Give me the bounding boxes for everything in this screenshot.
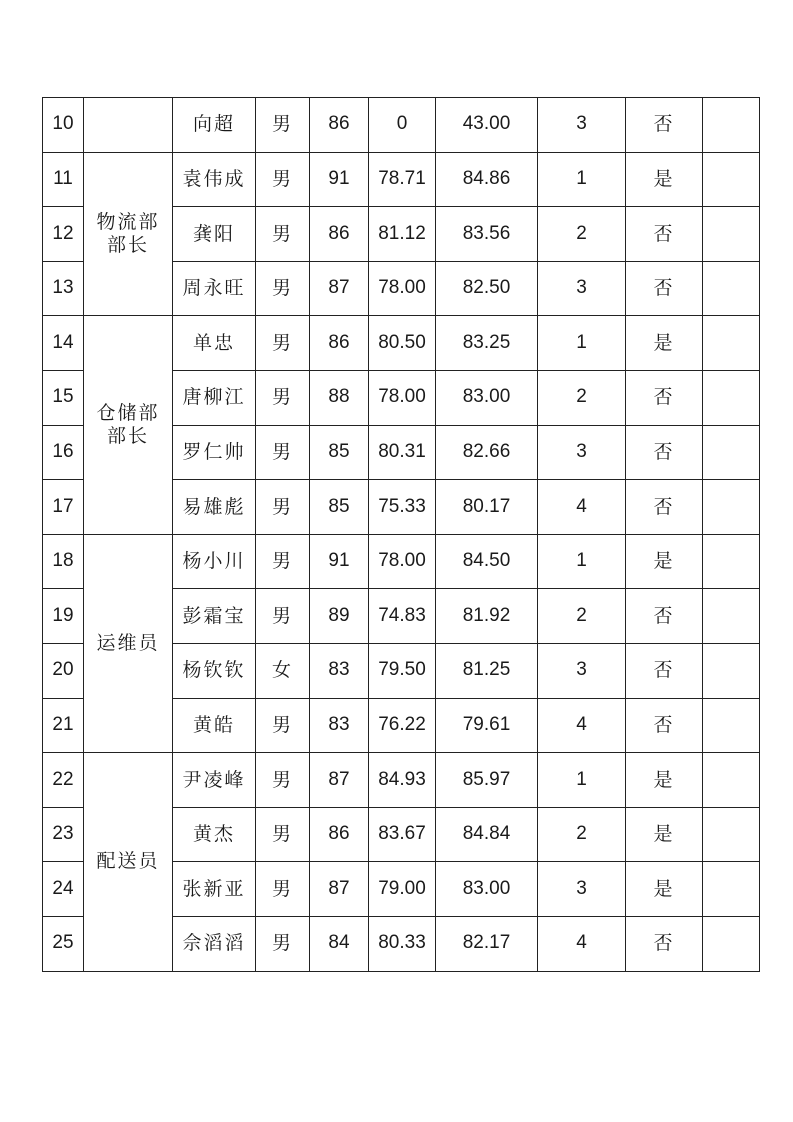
gender-cell: 男 [256, 261, 310, 316]
score-interview: 80.31 [369, 425, 436, 480]
score-total: 83.56 [436, 207, 538, 262]
gender-cell: 男 [256, 316, 310, 371]
selected-cell: 是 [626, 316, 703, 371]
rank-cell: 3 [538, 98, 626, 153]
score-written: 87 [310, 261, 369, 316]
score-written: 86 [310, 207, 369, 262]
note-cell [703, 643, 760, 698]
row-number: 24 [43, 862, 84, 917]
note-cell [703, 807, 760, 862]
row-number: 18 [43, 534, 84, 589]
score-total: 82.66 [436, 425, 538, 480]
selected-cell: 否 [626, 370, 703, 425]
candidate-name: 杨小川 [173, 534, 256, 589]
score-interview: 84.93 [369, 753, 436, 808]
score-interview: 79.00 [369, 862, 436, 917]
selected-cell: 否 [626, 916, 703, 971]
position-label-line: 部长 [106, 233, 149, 256]
score-interview: 76.22 [369, 698, 436, 753]
table-row [43, 534, 760, 589]
note-cell [703, 316, 760, 371]
score-written: 87 [310, 753, 369, 808]
score-total: 83.00 [436, 370, 538, 425]
row-number: 25 [43, 916, 84, 971]
gender-cell: 男 [256, 534, 310, 589]
selected-cell: 是 [626, 152, 703, 207]
gender-cell: 男 [256, 425, 310, 480]
score-total: 79.61 [436, 698, 538, 753]
note-cell [703, 261, 760, 316]
position-cell [84, 98, 173, 153]
note-cell [703, 480, 760, 535]
candidate-name: 单忠 [173, 316, 256, 371]
selected-cell: 否 [626, 589, 703, 644]
note-cell [703, 534, 760, 589]
rank-cell: 3 [538, 425, 626, 480]
candidate-name: 袁伟成 [173, 152, 256, 207]
score-total: 81.92 [436, 589, 538, 644]
score-interview: 81.12 [369, 207, 436, 262]
score-interview: 83.67 [369, 807, 436, 862]
note-cell [703, 698, 760, 753]
selected-cell: 否 [626, 643, 703, 698]
note-cell [703, 589, 760, 644]
position-cell [84, 152, 173, 316]
candidate-name: 龚阳 [173, 207, 256, 262]
position-cell [84, 316, 173, 534]
score-written: 91 [310, 534, 369, 589]
candidate-name: 黄皓 [173, 698, 256, 753]
candidate-name: 唐柳江 [173, 370, 256, 425]
note-cell [703, 207, 760, 262]
rank-cell: 4 [538, 698, 626, 753]
selected-cell: 否 [626, 425, 703, 480]
rank-cell: 3 [538, 261, 626, 316]
table-row [43, 316, 760, 371]
selected-cell: 否 [626, 207, 703, 262]
candidate-name: 尹凌峰 [173, 753, 256, 808]
note-cell [703, 753, 760, 808]
score-written: 88 [310, 370, 369, 425]
score-written: 85 [310, 480, 369, 535]
row-number: 23 [43, 807, 84, 862]
rank-cell: 4 [538, 916, 626, 971]
row-number: 14 [43, 316, 84, 371]
note-cell [703, 425, 760, 480]
score-total: 85.97 [436, 753, 538, 808]
row-number: 20 [43, 643, 84, 698]
score-interview: 78.71 [369, 152, 436, 207]
table-row [43, 152, 760, 207]
rank-cell: 2 [538, 370, 626, 425]
candidate-name: 罗仁帅 [173, 425, 256, 480]
score-interview: 78.00 [369, 261, 436, 316]
score-written: 87 [310, 862, 369, 917]
position-label-line: 物流部 [96, 211, 160, 234]
row-number: 17 [43, 480, 84, 535]
gender-cell: 女 [256, 643, 310, 698]
score-total: 81.25 [436, 643, 538, 698]
rank-cell: 1 [538, 316, 626, 371]
table-body [43, 98, 760, 972]
score-interview: 75.33 [369, 480, 436, 535]
candidate-name: 向超 [173, 98, 256, 153]
position-label-line: 仓储部 [96, 402, 160, 425]
score-total: 83.00 [436, 862, 538, 917]
score-interview: 0 [369, 98, 436, 153]
score-total: 84.86 [436, 152, 538, 207]
selected-cell: 是 [626, 862, 703, 917]
gender-cell: 男 [256, 916, 310, 971]
score-interview: 79.50 [369, 643, 436, 698]
candidate-name: 彭霜宝 [173, 589, 256, 644]
gender-cell: 男 [256, 480, 310, 535]
candidate-name: 张新亚 [173, 862, 256, 917]
score-written: 86 [310, 316, 369, 371]
gender-cell: 男 [256, 207, 310, 262]
gender-cell: 男 [256, 698, 310, 753]
rank-cell: 1 [538, 753, 626, 808]
row-number: 11 [43, 152, 84, 207]
selected-cell: 否 [626, 480, 703, 535]
score-total: 43.00 [436, 98, 538, 153]
score-total: 83.25 [436, 316, 538, 371]
gender-cell: 男 [256, 98, 310, 153]
rank-cell: 3 [538, 862, 626, 917]
selected-cell: 否 [626, 261, 703, 316]
rank-cell: 2 [538, 207, 626, 262]
score-interview: 80.50 [369, 316, 436, 371]
row-number: 16 [43, 425, 84, 480]
rank-cell: 3 [538, 643, 626, 698]
gender-cell: 男 [256, 807, 310, 862]
candidate-name: 佘滔滔 [173, 916, 256, 971]
gender-cell: 男 [256, 753, 310, 808]
score-interview: 74.83 [369, 589, 436, 644]
note-cell [703, 98, 760, 153]
position-cell [84, 534, 173, 752]
score-interview: 78.00 [369, 534, 436, 589]
row-number: 10 [43, 98, 84, 153]
score-written: 89 [310, 589, 369, 644]
selected-cell: 是 [626, 807, 703, 862]
row-number: 15 [43, 370, 84, 425]
note-cell [703, 370, 760, 425]
score-interview: 78.00 [369, 370, 436, 425]
row-number: 13 [43, 261, 84, 316]
candidate-name: 杨钦钦 [173, 643, 256, 698]
rank-cell: 4 [538, 480, 626, 535]
candidate-name: 周永旺 [173, 261, 256, 316]
selected-cell: 是 [626, 753, 703, 808]
candidate-name: 易雄彪 [173, 480, 256, 535]
table-row [43, 98, 760, 153]
row-number: 19 [43, 589, 84, 644]
rank-cell: 2 [538, 589, 626, 644]
rank-cell: 1 [538, 534, 626, 589]
position-label-line: 配送员 [96, 850, 160, 873]
score-interview: 80.33 [369, 916, 436, 971]
selected-cell: 否 [626, 98, 703, 153]
row-number: 12 [43, 207, 84, 262]
score-written: 91 [310, 152, 369, 207]
note-cell [703, 916, 760, 971]
score-written: 83 [310, 698, 369, 753]
score-written: 85 [310, 425, 369, 480]
gender-cell: 男 [256, 152, 310, 207]
position-cell [84, 753, 173, 971]
score-total: 82.17 [436, 916, 538, 971]
selected-cell: 是 [626, 534, 703, 589]
note-cell [703, 862, 760, 917]
position-label-line: 部长 [106, 425, 149, 448]
results-table [42, 97, 760, 972]
gender-cell: 男 [256, 370, 310, 425]
rank-cell: 2 [538, 807, 626, 862]
score-total: 82.50 [436, 261, 538, 316]
score-total: 84.50 [436, 534, 538, 589]
gender-cell: 男 [256, 862, 310, 917]
gender-cell: 男 [256, 589, 310, 644]
note-cell [703, 152, 760, 207]
score-written: 86 [310, 807, 369, 862]
score-written: 83 [310, 643, 369, 698]
candidate-name: 黄杰 [173, 807, 256, 862]
score-written: 84 [310, 916, 369, 971]
selected-cell: 否 [626, 698, 703, 753]
position-label-line: 运维员 [96, 632, 160, 655]
row-number: 21 [43, 698, 84, 753]
score-written: 86 [310, 98, 369, 153]
rank-cell: 1 [538, 152, 626, 207]
score-total: 80.17 [436, 480, 538, 535]
score-total: 84.84 [436, 807, 538, 862]
table-row [43, 753, 760, 808]
row-number: 22 [43, 753, 84, 808]
